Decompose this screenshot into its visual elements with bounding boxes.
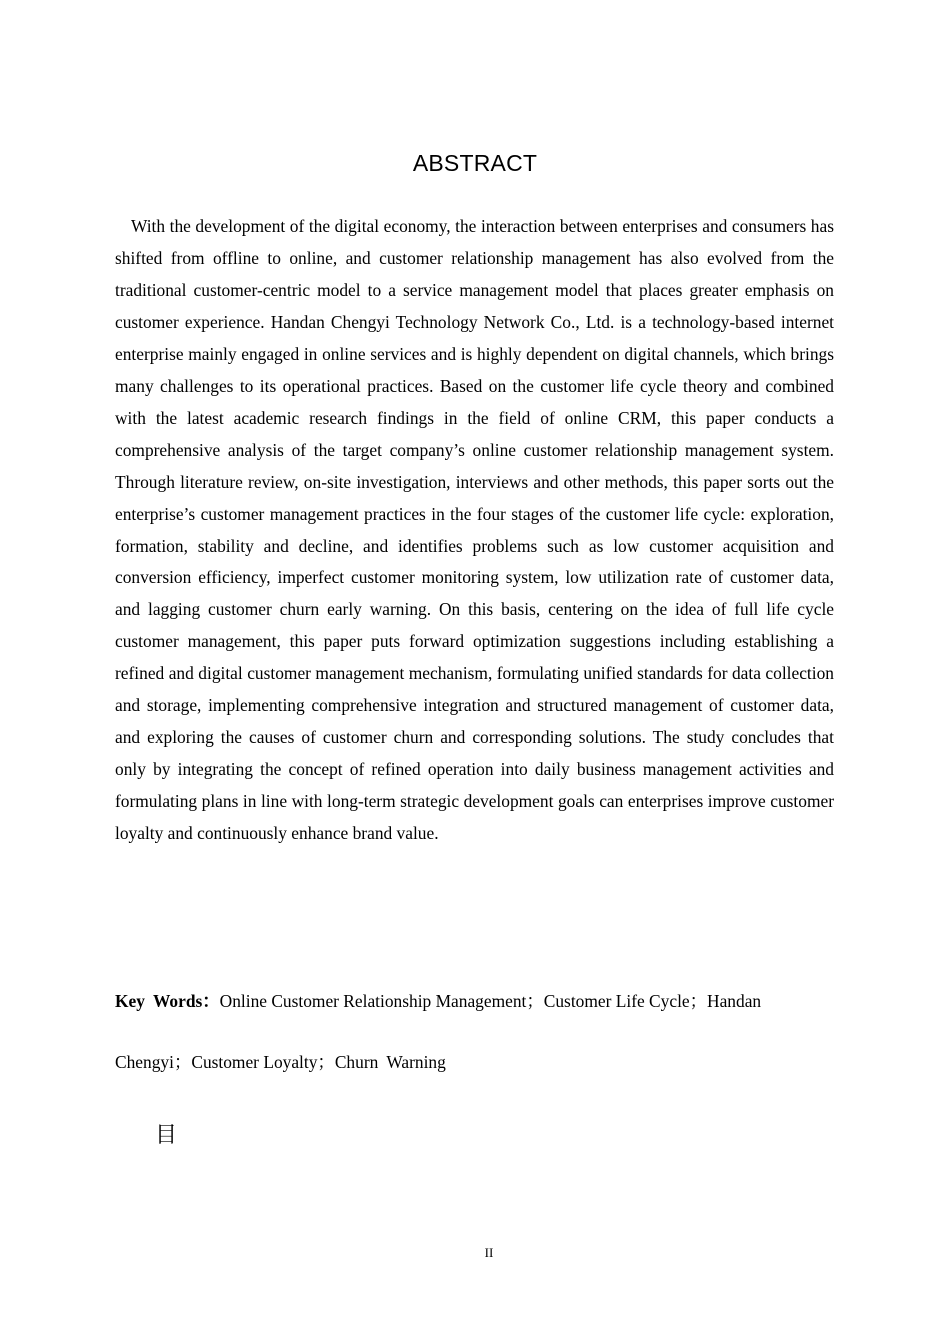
page-number: II — [484, 1245, 494, 1260]
keyword-separator: ； — [173, 1053, 192, 1073]
keywords-section — [115, 971, 834, 1093]
keyword-item: Customer Loyalty — [191, 1052, 318, 1072]
page-title: ABSTRACT — [412, 150, 538, 176]
keyword-separator: ； — [689, 992, 708, 1012]
keyword-item: Customer Life Cycle — [543, 991, 690, 1011]
keyword-item: Handan Chengyi — [115, 991, 762, 1072]
keyword-item: Online Customer Relationship Management — [219, 991, 527, 1011]
keyword-item: Churn Warning — [334, 1052, 446, 1072]
abstract-paragraph: With the development of the digital economy, the interaction between enterprises and consumers has shifted from offline to online, and customer relationship management has also evolved from the traditional customer-centric model to a service management model that places greater emphasis on customer experience. Handan Chengyi Technology Network Co., Ltd. is a technology-based internet enterprise mainly engaged in online services and is highly dependent on digital channels, which brings many challenges to its operational practices. Based on the customer life cycle theory and combined with the latest academic research findings in the field of online CRM, this paper conducts a comprehensive analysis of the target company’s online customer relationship management system. Through literature review, on-site investigation, interviews and other methods, this paper sorts out the enterprise’s customer management practices in the four stages of the customer life cycle: exploration, formation, stability and decline, and identifies problems such as low customer acquisition and conversion efficiency, imperfect customer monitoring system, low utilization rate of customer data, and lagging customer churn early warning. On this basis, centering on the idea of full life cycle customer management, this paper puts forward optimization suggestions including establishing a refined and digital customer management mechanism, formulating unified standards for data collection and storage, implementing comprehensive integration and structured management of customer data, and exploring the causes of customer churn and corresponding solutions. The study concludes that only by integrating the concept of refined operation into daily business management activities and formulating plans in line with long-term strategic development goals can enterprises improve customer loyalty and continuously enhance brand value. — [115, 216, 834, 844]
table-of-contents-heading-fragment: 目 — [155, 1123, 178, 1148]
keyword-separator: ； — [526, 992, 544, 1012]
keyword-separator: ； — [317, 1053, 335, 1073]
keywords-label: Key Words： — [115, 991, 220, 1011]
